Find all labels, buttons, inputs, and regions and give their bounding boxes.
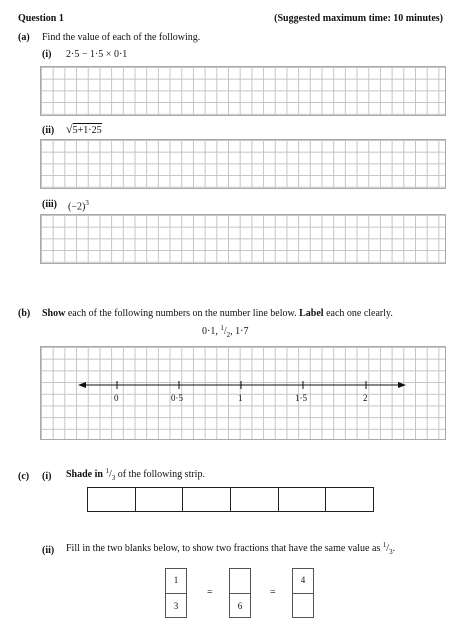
tick-label-0-5: 0·5 bbox=[171, 393, 183, 403]
tick-label-1-5: 1·5 bbox=[295, 393, 307, 403]
fraction-box-2[interactable] bbox=[229, 568, 251, 618]
strip-cell[interactable] bbox=[135, 488, 183, 511]
fraction-slash: / bbox=[108, 469, 112, 480]
third-numerator: 1 bbox=[382, 541, 387, 549]
period: . bbox=[392, 543, 396, 554]
strip-cell[interactable] bbox=[230, 488, 278, 511]
strip-cell[interactable] bbox=[278, 488, 326, 511]
part-c-ii-label: (ii) bbox=[42, 545, 55, 556]
fraction-1-denominator: 3 bbox=[173, 601, 179, 611]
part-a-ii-label: (ii) bbox=[42, 125, 55, 136]
instr-end: each one clearly. bbox=[323, 308, 393, 319]
part-a-i-expression: 2·5 − 1·5 × 0·1 bbox=[66, 49, 128, 60]
number-1-7: , 1·7 bbox=[230, 326, 249, 337]
time-note: (Suggested maximum time: 10 minutes) bbox=[274, 13, 443, 24]
radicand: 5+1·25 bbox=[72, 125, 102, 136]
power-base: (−2) bbox=[68, 201, 86, 213]
third-denominator: 3 bbox=[389, 548, 393, 556]
fraction-2-denominator: 6 bbox=[237, 601, 243, 611]
power-exponent: 3 bbox=[85, 199, 89, 207]
part-a-iii-label: (iii) bbox=[42, 199, 57, 210]
tick-label-1: 1 bbox=[238, 393, 243, 403]
fraction-3-numerator: 4 bbox=[300, 575, 306, 585]
tick-label-0: 0 bbox=[114, 393, 119, 403]
sqrt-sign: √ bbox=[66, 122, 73, 136]
fraction-bar bbox=[230, 593, 250, 594]
part-b-label: (b) bbox=[18, 308, 31, 319]
third-denominator: 3 bbox=[111, 474, 116, 482]
third-numerator: 1 bbox=[105, 467, 109, 475]
shade-in-text: Shade in bbox=[66, 469, 103, 480]
part-c-label: (c) bbox=[18, 471, 30, 482]
fraction-bar bbox=[293, 593, 313, 594]
strip-text: of the following strip. bbox=[115, 469, 205, 480]
part-c-ii-instruction bbox=[66, 543, 395, 554]
half-numerator: 1 bbox=[220, 324, 224, 332]
part-c-i-label: (i) bbox=[42, 471, 52, 482]
number-0-1: 0·1, bbox=[202, 326, 218, 337]
strip-cell[interactable] bbox=[88, 488, 135, 511]
tick-label-2: 2 bbox=[363, 393, 368, 403]
equals-sign-1: = bbox=[207, 587, 213, 598]
fraction-box-1 bbox=[165, 568, 187, 618]
part-a-label: (a) bbox=[18, 32, 30, 43]
fraction-bar bbox=[166, 593, 186, 594]
fraction-slash: / bbox=[386, 543, 390, 554]
right-arrow-icon bbox=[398, 382, 406, 388]
instr-label: Label bbox=[299, 308, 324, 319]
fill-blanks-text: Fill in the two blanks below, to show two fractions that have the same value as bbox=[66, 543, 381, 554]
question-title: Question 1 bbox=[18, 13, 64, 24]
shade-strip[interactable] bbox=[87, 487, 374, 512]
fraction-box-3[interactable] bbox=[292, 568, 314, 618]
instr-mid: each of the following numbers on the number line below. bbox=[65, 308, 300, 319]
equals-sign-2: = bbox=[270, 587, 276, 598]
half-denominator: 2 bbox=[226, 331, 231, 339]
strip-cell[interactable] bbox=[182, 488, 230, 511]
fraction-1-numerator: 1 bbox=[173, 575, 179, 585]
strip-cell[interactable] bbox=[325, 488, 373, 511]
part-a-i-label: (i) bbox=[42, 49, 52, 60]
part-a-instruction: Find the value of each of the following. bbox=[42, 32, 201, 43]
left-arrow-icon bbox=[78, 382, 86, 388]
part-c-i-instruction bbox=[66, 469, 205, 480]
instr-show: Show bbox=[42, 308, 66, 319]
fraction-slash: / bbox=[223, 326, 227, 337]
